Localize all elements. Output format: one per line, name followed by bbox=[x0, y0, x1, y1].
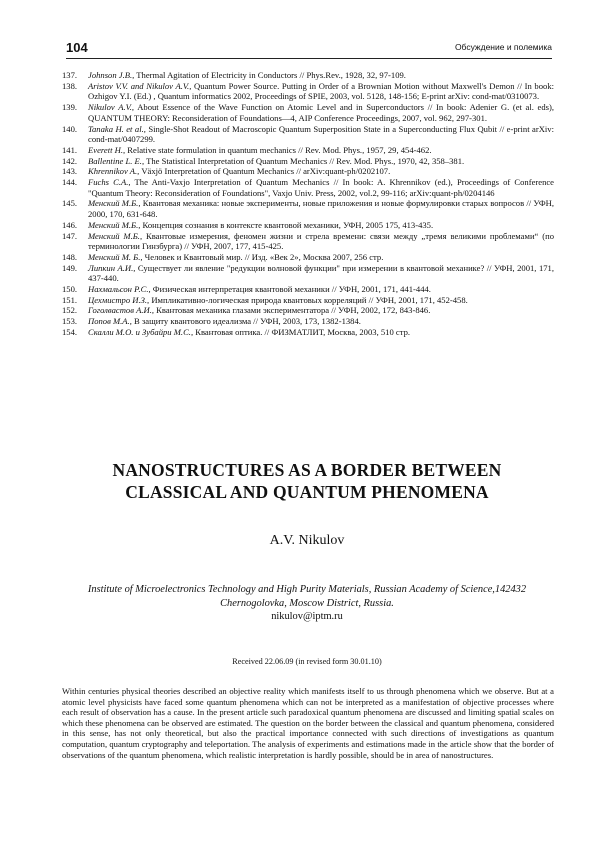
reference-author: Липкин А.И. bbox=[88, 262, 134, 273]
reference-author: Цехмистро И.З. bbox=[88, 294, 148, 305]
reference-item bbox=[62, 220, 554, 231]
received-date: Received 22.06.09 (in revised form 30.01.10) bbox=[232, 657, 382, 666]
reference-author: Tanaka H. et al. bbox=[88, 123, 144, 134]
reference-number: 149. bbox=[62, 262, 78, 273]
reference-item bbox=[62, 295, 554, 306]
reference-text bbox=[88, 220, 554, 231]
reference-number: 152. bbox=[62, 305, 78, 316]
reference-body: , Квантовые измерения, феномен жизни и стрела времени: связи между „тремя великими проблемами“ (по терминологии Гинзбурга) // УФН, 2007, 177, 415-425. bbox=[88, 230, 554, 252]
reference-number: 151. bbox=[62, 294, 78, 305]
author-email[interactable]: nikulov@iptm.ru bbox=[271, 611, 343, 622]
reference-body: , Квантовая оптика. // ФИЗМАТЛИТ, Москва, 2003, 510 стр. bbox=[190, 326, 411, 337]
reference-body: , Импликативно-логическая природа квантовых корреляций // УФН, 2001, 171, 452-458. bbox=[147, 294, 468, 305]
reference-body: , The Anti-Vaxjo Interpretation of Quantum Mechanics // In book: A. Khrennikov (ed.), Proceedings of Conference "Quantum Theory: Reconsideration of Foundations", Vaxjo Univ. Press, 2002, vol.2, 99-116; arXiv:quant-ph/0204146 bbox=[88, 177, 554, 198]
reference-number: 150. bbox=[62, 284, 78, 295]
reference-body: , Квантовая механика глазами экспериментатора // УФН, 2002, 172, 843-846. bbox=[151, 305, 431, 316]
reference-author: Менский М.Б. bbox=[88, 198, 139, 209]
reference-author: Ballentine L. E. bbox=[88, 155, 142, 166]
reference-number: 154. bbox=[62, 326, 78, 337]
section-name: Обсуждение и полемика bbox=[454, 42, 552, 52]
article-title bbox=[40, 459, 574, 503]
abstract: Within centuries physical theories described an objective reality which manifests itself to us through phenomena which we observe. But at a atomic level physicists have faced some quantum phenomena which can not be interpreted as a manifestation of objective processes where each result of observation has a cause. In the present article such paradoxical quantum phenomena are discussed and limiting spatial scales on which these phenomena can be observed are estimated. The question on the border between the classical and quantum phenomena, considered in this sense, has not only theoretical, but also the practical importance connected with such directions of investigations as quantum computation, quantum cryptography and teleportation. The analysis of experiments and estimations made in the article show that the border of observations of the quantum phenomena, which realistic interpretation is hardly possible, should be in area of nanostructures. bbox=[62, 686, 554, 760]
reference-item bbox=[62, 145, 554, 156]
reference-text bbox=[88, 81, 554, 102]
reference-number: 137. bbox=[62, 70, 78, 80]
reference-item bbox=[62, 252, 554, 263]
reference-number: 140. bbox=[62, 123, 78, 134]
reference-item bbox=[62, 231, 554, 252]
reference-author: Khrennikov A. bbox=[88, 166, 138, 177]
reference-body: , The Statistical Interpretation of Quantum Mechanics // Rev. Mod. Phys., 1970, 42, 358–381. bbox=[141, 155, 465, 166]
reference-item bbox=[62, 166, 554, 177]
reference-text bbox=[88, 156, 554, 167]
reference-text bbox=[88, 166, 554, 177]
reference-text bbox=[88, 198, 554, 219]
reference-item bbox=[62, 198, 554, 219]
reference-body: , Relative state formulation in quantum mechanics // Rev. Mod. Phys., 1957, 29, 454-462. bbox=[123, 144, 432, 155]
reference-item bbox=[62, 305, 554, 316]
reference-item bbox=[62, 124, 554, 145]
reference-text bbox=[88, 305, 554, 316]
reference-number: 138. bbox=[62, 80, 78, 91]
reference-text bbox=[88, 327, 554, 338]
reference-author: Менский М. Б. bbox=[88, 251, 141, 262]
reference-item bbox=[62, 102, 554, 123]
reference-body: , Концепция сознания в контексте квантовой механики, УФН, 2005 175, 413-435. bbox=[138, 219, 434, 230]
reference-body: , Single-Shot Readout of Macroscopic Quantum Superposition State in a Superconducting Flux Qubit // e-print arXiv: cond-mat/0407299. bbox=[88, 123, 554, 145]
reference-number: 148. bbox=[62, 251, 78, 262]
running-header bbox=[66, 40, 552, 59]
reference-item bbox=[62, 156, 554, 167]
reference-text bbox=[88, 263, 554, 284]
author-affiliation: Institute of Microelectronics Technology and High Purity Materials, Russian Academy of Science,142432 Chernogolovka, Moscow District, Russia. bbox=[87, 584, 527, 609]
article-title-line-1: NANOSTRUCTURES AS A BORDER BETWEEN bbox=[112, 460, 502, 480]
reference-item bbox=[62, 316, 554, 327]
reference-author: Fuchs C.A. bbox=[88, 177, 129, 188]
reference-body: , Существует ли явление "редукции волновой функции" при измерении в квантовой механике? // УФН, 2001, 171, 437-440. bbox=[88, 262, 554, 284]
reference-number: 139. bbox=[62, 102, 78, 113]
reference-item bbox=[62, 81, 554, 102]
reference-body: , Quantum Power Source. Putting in Order of a Brownian Motion without Maxwell's Demon // In book: Ozhigov Y.I. (Ed.) , Quantum informatics 2002, Proceedings of SPIE, 2003, vol. 5128, 148-156; E-print arXiv: cond-mat/0310073. bbox=[88, 80, 555, 102]
reference-list bbox=[62, 70, 554, 338]
reference-number: 143. bbox=[62, 166, 78, 177]
reference-item bbox=[62, 327, 554, 338]
reference-number: 153. bbox=[62, 316, 78, 327]
reference-body: , Человек и Квантовый мир. // Изд. «Век 2», Москва 2007, 256 стр. bbox=[140, 251, 384, 262]
reference-body: , Thermal Agitation of Electricity in Conductors // Phys.Rev., 1928, 32, 97-109. bbox=[132, 70, 406, 80]
reference-author: Nikulov A.V. bbox=[88, 102, 132, 113]
reference-body: , Квантовая механика: новые эксперименты, новые приложения и новые формулировки старых вопросов // УФН, 2000, 170, 631-648. bbox=[88, 198, 554, 220]
reference-author: Aristov V.V. and Nikulov A.V. bbox=[88, 80, 190, 91]
reference-author: Нахмальсон Р.С. bbox=[88, 284, 149, 295]
reference-item bbox=[62, 70, 554, 81]
page-number: 104 bbox=[66, 40, 88, 55]
reference-author: Johnson J.B. bbox=[88, 70, 133, 80]
reference-body: , Физическая интерпретация квантовой механики // УФН, 2001, 171, 441-444. bbox=[148, 284, 431, 295]
article-title-line-2: CLASSICAL AND QUANTUM PHENOMENA bbox=[125, 482, 489, 502]
reference-number: 144. bbox=[62, 177, 78, 188]
reference-number: 146. bbox=[62, 219, 78, 230]
reference-number: 141. bbox=[62, 144, 78, 155]
reference-body: , About Essence of the Wave Function on Atomic Level and in Superconductors // In book: Adenier G. (et al. eds), QUANTUM THEORY: Reconsideration of Foundations—4, AIP Conference Proceedings, 2007, vol. 962, 297-301. bbox=[88, 102, 555, 123]
reference-author: Менский М.Б. bbox=[88, 230, 140, 241]
reference-text bbox=[88, 102, 554, 123]
reference-item bbox=[62, 177, 554, 198]
reference-text bbox=[88, 231, 554, 252]
reference-author: Скалли М.О. и Зубайри М.С. bbox=[88, 326, 191, 337]
reference-number: 145. bbox=[62, 198, 78, 209]
reference-author: Гоголвастов А.И. bbox=[88, 305, 152, 316]
reference-text bbox=[88, 316, 554, 327]
reference-text bbox=[88, 124, 554, 145]
reference-body: , В защиту квантового идеализма // УФН, 2003, 173, 1382-1384. bbox=[129, 316, 361, 327]
reference-text bbox=[88, 252, 554, 263]
reference-text bbox=[88, 145, 554, 156]
reference-text bbox=[88, 284, 554, 295]
reference-body: , Växjö Interpretation of Quantum Mechanics // arXiv:quant-ph/0202107. bbox=[137, 166, 391, 177]
reference-item bbox=[62, 284, 554, 295]
reference-text bbox=[88, 177, 554, 198]
reference-number: 147. bbox=[62, 230, 78, 241]
reference-number: 142. bbox=[62, 155, 78, 166]
reference-author: Менский М.Б. bbox=[88, 219, 139, 230]
reference-text bbox=[88, 295, 554, 306]
reference-item bbox=[62, 263, 554, 284]
reference-author: Попов М.А. bbox=[88, 316, 130, 327]
reference-author: Everett H. bbox=[88, 144, 123, 155]
article-author: A.V. Nikulov bbox=[269, 533, 345, 548]
reference-text bbox=[88, 70, 554, 81]
